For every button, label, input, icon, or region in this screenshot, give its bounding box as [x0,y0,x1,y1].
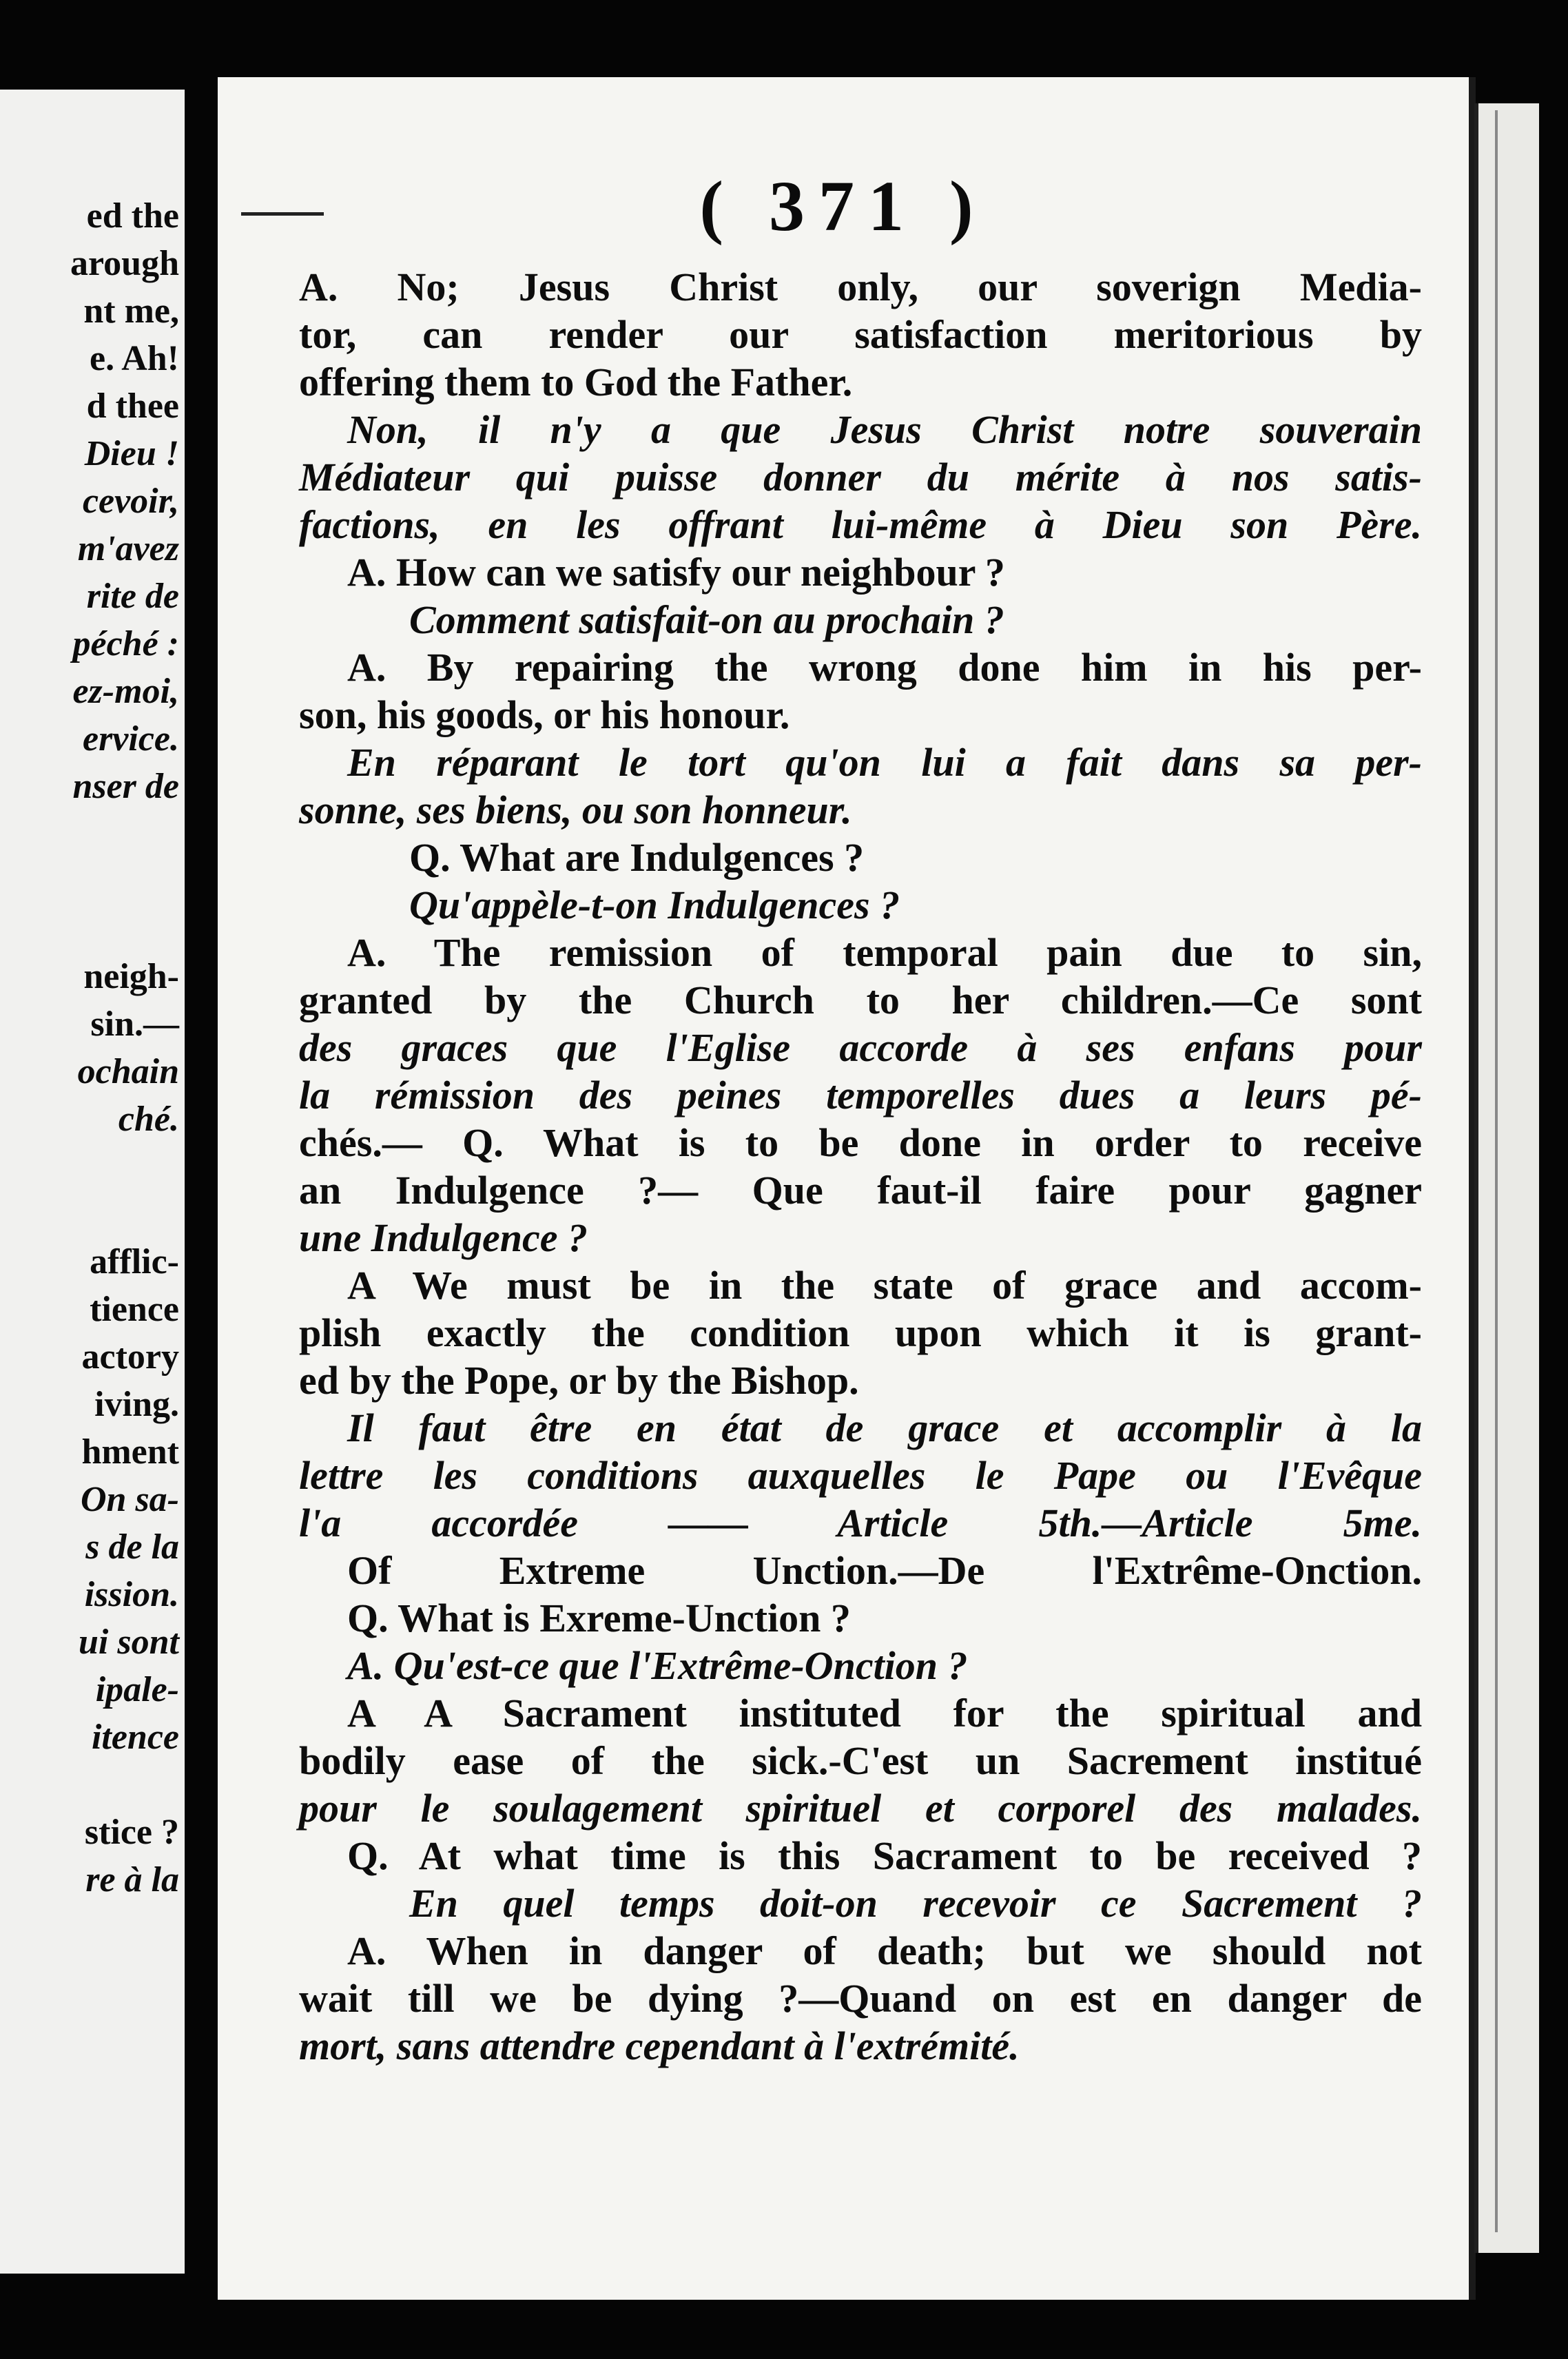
text-line: chés.— Q. What is to be done in order to receive [299,1120,1422,1165]
text-line: A. How can we satisfy our neighbour ? [347,550,1005,595]
left-page-fragment: itence [91,1718,179,1757]
text-line: la rémission des peines temporelles dues a leurs pé- [299,1073,1422,1117]
text-line: bodily ease of the sick.-C'est un Sacrement institué [299,1738,1422,1783]
page-text [299,263,1422,2070]
text-line: pour le soulagement spirituel et corporel des malades. [299,1786,1422,1831]
left-facing-page [0,90,185,2274]
text-line: En quel temps doit-on recevoir ce Sacrement ? [409,1881,1422,1926]
text-line: son, his goods, or his honour. [299,692,790,737]
left-page-fragment: ission. [84,1575,179,1614]
left-page-fragment: On sa- [80,1480,179,1519]
text-line: Q. What is Exreme-Unction ? [347,1596,851,1640]
text-line: A. Qu'est-ce que l'Extrême-Onction ? [347,1643,968,1688]
text-line: Qu'appèle-t-on Indulgences ? [409,883,900,927]
text-line: Comment satisfait-on au prochain ? [409,597,1004,642]
text-line: Of Extreme Unction.—De l'Extrême-Onction. [347,1548,1422,1593]
text-line: l'a accordée —— Article 5th.—Article 5me. [299,1501,1422,1545]
left-page-fragment: ipale- [95,1670,179,1709]
left-page-fragment: ché. [118,1100,179,1139]
text-line: factions, en les offrant lui-même à Dieu son Père. [299,502,1422,547]
left-page-fragment: m'avez [77,529,179,568]
main-page [218,77,1476,2300]
left-page-fragment: ed the [86,196,179,236]
left-page-fragment: neigh- [83,957,179,996]
text-line: A. No; Jesus Christ only, our soverign Media- [299,265,1422,309]
book-gutter [185,90,218,2274]
left-page-fragment: péché : [72,624,179,663]
left-page-fragment: arough [70,244,179,283]
text-line: Q. At what time is this Sacrament to be received ? [347,1833,1422,1878]
text-line: Médiateur qui puisse donner du mérite à nos satis- [299,455,1422,499]
text-line: Non, il n'y a que Jesus Christ notre souverain [347,407,1422,452]
left-page-fragment: sin.— [90,1005,179,1044]
left-page-fragment: tience [90,1290,179,1329]
page-edge-line [1495,110,1498,2232]
left-page-fragment: actory [81,1337,179,1377]
text-line: ed by the Pope, or by the Bishop. [299,1358,859,1403]
text-line: des graces que l'Eglise accorde à ses enfans pour [299,1025,1422,1070]
left-page-fragment: stice ? [84,1813,179,1852]
left-page-fragment: ervice. [82,719,179,759]
text-line: lettre les conditions auxquelles le Pape ou l'Evêque [299,1453,1422,1498]
left-page-fragment: hment [81,1432,179,1472]
text-line: mort, sans attendre cependant à l'extrémité. [299,2023,1020,2068]
left-page-fragment: afflic- [90,1242,179,1281]
text-line: wait till we be dying ?—Quand on est en danger de [299,1976,1422,2021]
left-page-fragment: s de la [85,1527,179,1567]
left-page-fragment: iving. [94,1385,179,1424]
page-edge [1474,103,1539,2253]
text-line: A. By repairing the wrong done him in his per- [347,645,1422,690]
text-line: A. The remission of temporal pain due to sin, [347,930,1422,975]
left-page-fragment: d thee [86,387,179,426]
left-page-fragment: ochain [77,1052,179,1091]
text-line: an Indulgence ?— Que faut-il faire pour gagner [299,1168,1422,1213]
left-page-fragment: cevoir, [82,482,179,521]
text-line: En réparant le tort qu'on lui a fait dans sa per- [347,740,1422,785]
page-number: ( 371 ) [699,167,987,246]
left-page-fragment: rite de [86,577,179,616]
text-line: Il faut être en état de grace et accomplir à la [347,1405,1422,1450]
left-page-fragment: ez-moi, [72,672,179,711]
left-page-fragment: Dieu ! [84,434,179,473]
text-line: Q. What are Indulgences ? [409,835,865,880]
left-page-fragment: ui sont [79,1623,179,1662]
text-line: une Indulgence ? [299,1215,588,1260]
text-line: granted by the Church to her children.—Ce sont [299,978,1422,1022]
text-line: A A Sacrament instituted for the spiritual and [347,1691,1422,1735]
left-page-fragment: re à la [85,1860,179,1899]
text-line: offering them to God the Father. [299,360,853,404]
text-line: A. When in danger of death; but we should not [347,1928,1422,1973]
left-page-fragment: nser de [72,767,179,806]
text-line: tor, can render our satisfaction meritorious by [299,312,1422,357]
text-line: A We must be in the state of grace and accom- [347,1263,1422,1308]
left-page-fragment: nt me, [83,291,179,331]
left-page-fragment: e. Ah! [90,339,179,378]
text-line: sonne, ses biens, ou son honneur. [299,787,852,832]
text-line: plish exactly the condition upon which it is grant- [299,1310,1422,1355]
